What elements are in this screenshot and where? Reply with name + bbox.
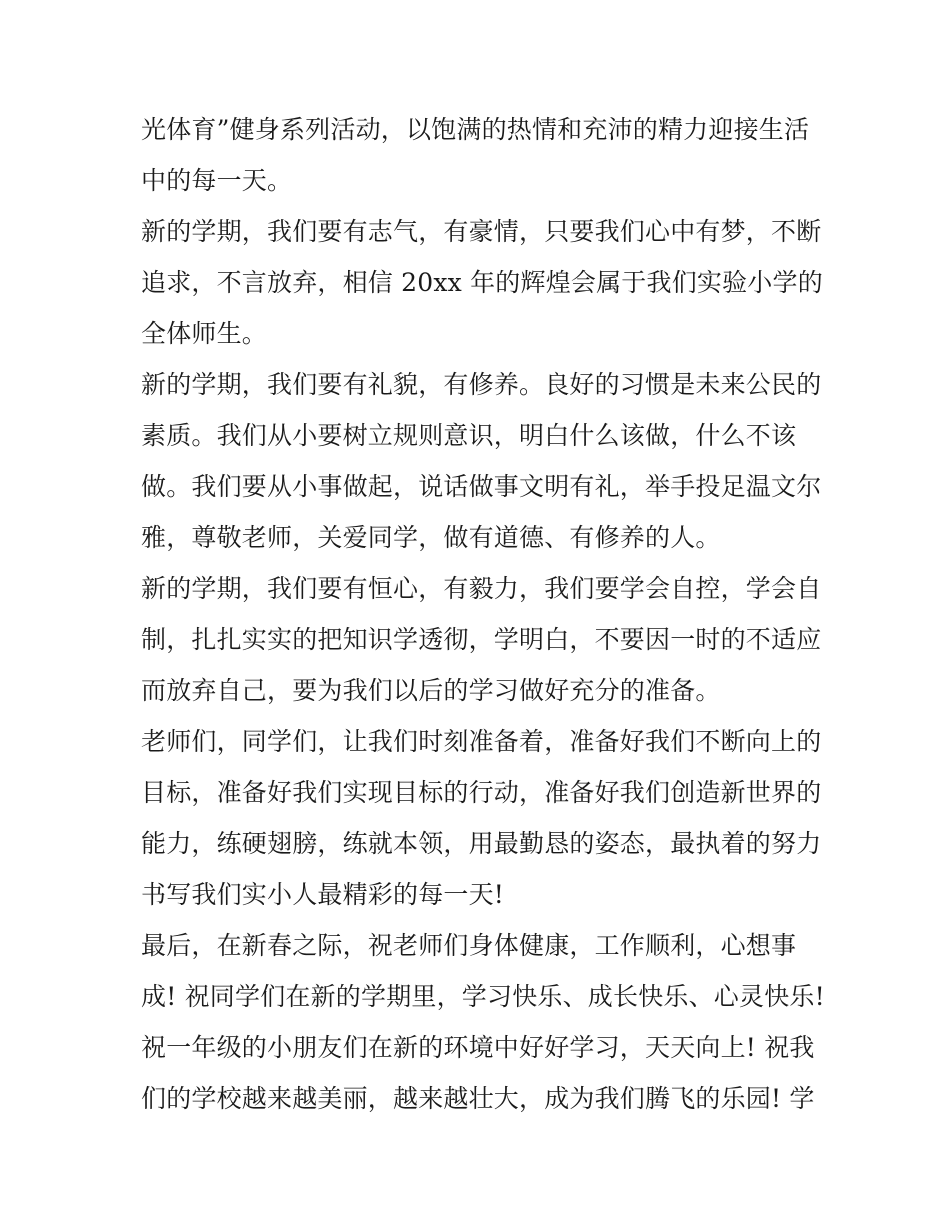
- text-line: 成! 祝同学们在新的学期里，学习快乐、成长快乐、心灵快乐!: [141, 982, 825, 1011]
- text-line: 们的学校越来越美丽，越来越壮大，成为我们腾飞的乐园! 学: [141, 1084, 815, 1113]
- text-line: 书写我们实小人最精彩的每一天!: [141, 880, 505, 909]
- text-line: 祝一年级的小朋友们在新的环境中好好学习，天天向上! 祝我: [141, 1033, 815, 1062]
- text-line: 中的每一天。: [141, 166, 293, 195]
- text-line: 而放弃自己，要为我们以后的学习做好充分的准备。: [141, 676, 721, 705]
- text-line: 全体师生。: [141, 319, 268, 348]
- text-line: 追求，不言放弃，相信 20xx 年的辉煌会属于我们实验小学的: [141, 268, 823, 297]
- text-line: 做。我们要从小事做起，说话做事文明有礼，举手投足温文尔: [141, 472, 822, 501]
- text-line: 最后，在新春之际，祝老师们身体健康，工作顺利，心想事: [141, 931, 797, 960]
- text-line: 新的学期，我们要有恒心，有毅力，我们要学会自控，学会自: [141, 574, 822, 603]
- text-line: 光体育”健身系列活动，以饱满的热情和充沛的精力迎接生活: [141, 115, 810, 144]
- text-line: 新的学期，我们要有礼貌，有修养。良好的习惯是未来公民的: [141, 370, 822, 399]
- text-line: 制，扎扎实实的把知识学透彻，学明白，不要因一时的不适应: [141, 625, 822, 654]
- text-line: 素质。我们从小要树立规则意识，明白什么该做，什么不该: [141, 421, 797, 450]
- text-line: 雅，尊敬老师，关爱同学，做有道德、有修养的人。: [141, 523, 721, 552]
- text-line: 老师们，同学们，让我们时刻准备着，准备好我们不断向上的: [141, 727, 822, 756]
- text-line: 新的学期，我们要有志气，有豪情，只要我们心中有梦，不断: [141, 217, 822, 246]
- text-line: 目标，准备好我们实现目标的行动，准备好我们创造新世界的: [141, 778, 822, 807]
- text-line: 能力，练硬翅膀，练就本领，用最勤恳的姿态，最执着的努力: [141, 829, 822, 858]
